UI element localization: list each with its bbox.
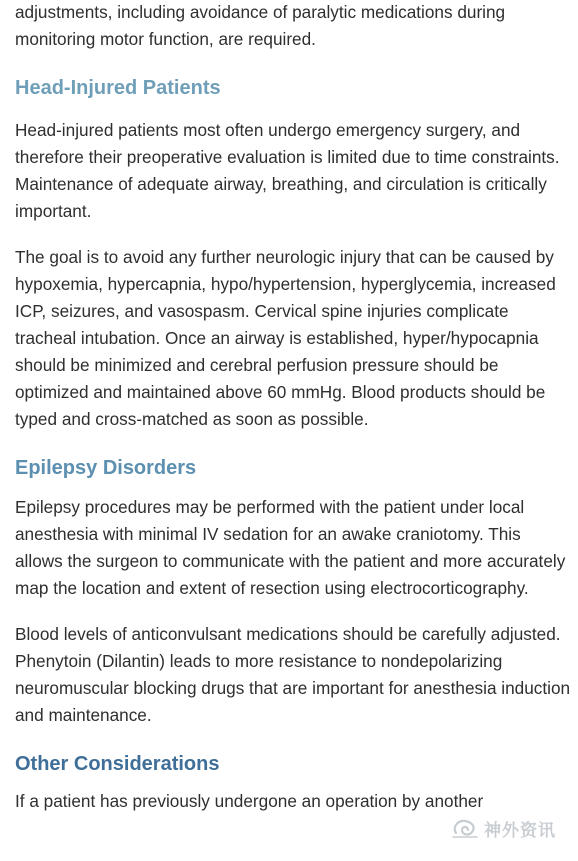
section-heading-other: Other Considerations xyxy=(15,753,220,775)
brain-swirl-logo-icon xyxy=(450,817,480,841)
watermark xyxy=(450,816,556,841)
head-injured-paragraph-2: The goal is to avoid any further neurologic injury that can be caused by hypoxemia, hypercapnia, hypo/hypertension, hyperglycemia, increased ICP, seizures, and vasospasm. Cervical spine injuries complicate tracheal intubation. Once an airway is established, hyper/hypocapnia should be minimized and cerebral perfusion pressure should be optimized and maintained above 60 mmHg. Blood products should be typed and cross-matched as soon as possible. xyxy=(15,247,556,429)
section-heading-epilepsy: Epilepsy Disorders xyxy=(15,457,197,479)
epilepsy-paragraph-2: Blood levels of anticonvulsant medications should be carefully adjusted. Phenytoin (Dilantin) leads to more resistance to nondepolarizing neuromuscular blocking drugs that are important for anesthesia induction and maintenance. xyxy=(15,624,571,725)
watermark-text: 神外资讯 xyxy=(484,821,556,841)
head-injured-paragraph-1: Head-injured patients most often undergo emergency surgery, and therefore their preoperative evaluation is limited due to time constraints. Maintenance of adequate airway, breathing, and circulation is critically important. xyxy=(15,120,560,221)
epilepsy-paragraph-1: Epilepsy procedures may be performed with the patient under local anesthesia with minimal IV sedation for an awake craniotomy. This allows the surgeon to communicate with the patient and more accurately map the location and extent of resection using electrocorticography. xyxy=(15,497,566,598)
other-paragraph-1: If a patient has previously undergone an operation by another xyxy=(15,791,484,811)
section-heading-head-injured: Head-Injured Patients xyxy=(15,77,221,99)
intro-paragraph: adjustments, including avoidance of paralytic medications during monitoring motor function, are required. xyxy=(15,2,506,49)
article-body xyxy=(15,0,571,815)
